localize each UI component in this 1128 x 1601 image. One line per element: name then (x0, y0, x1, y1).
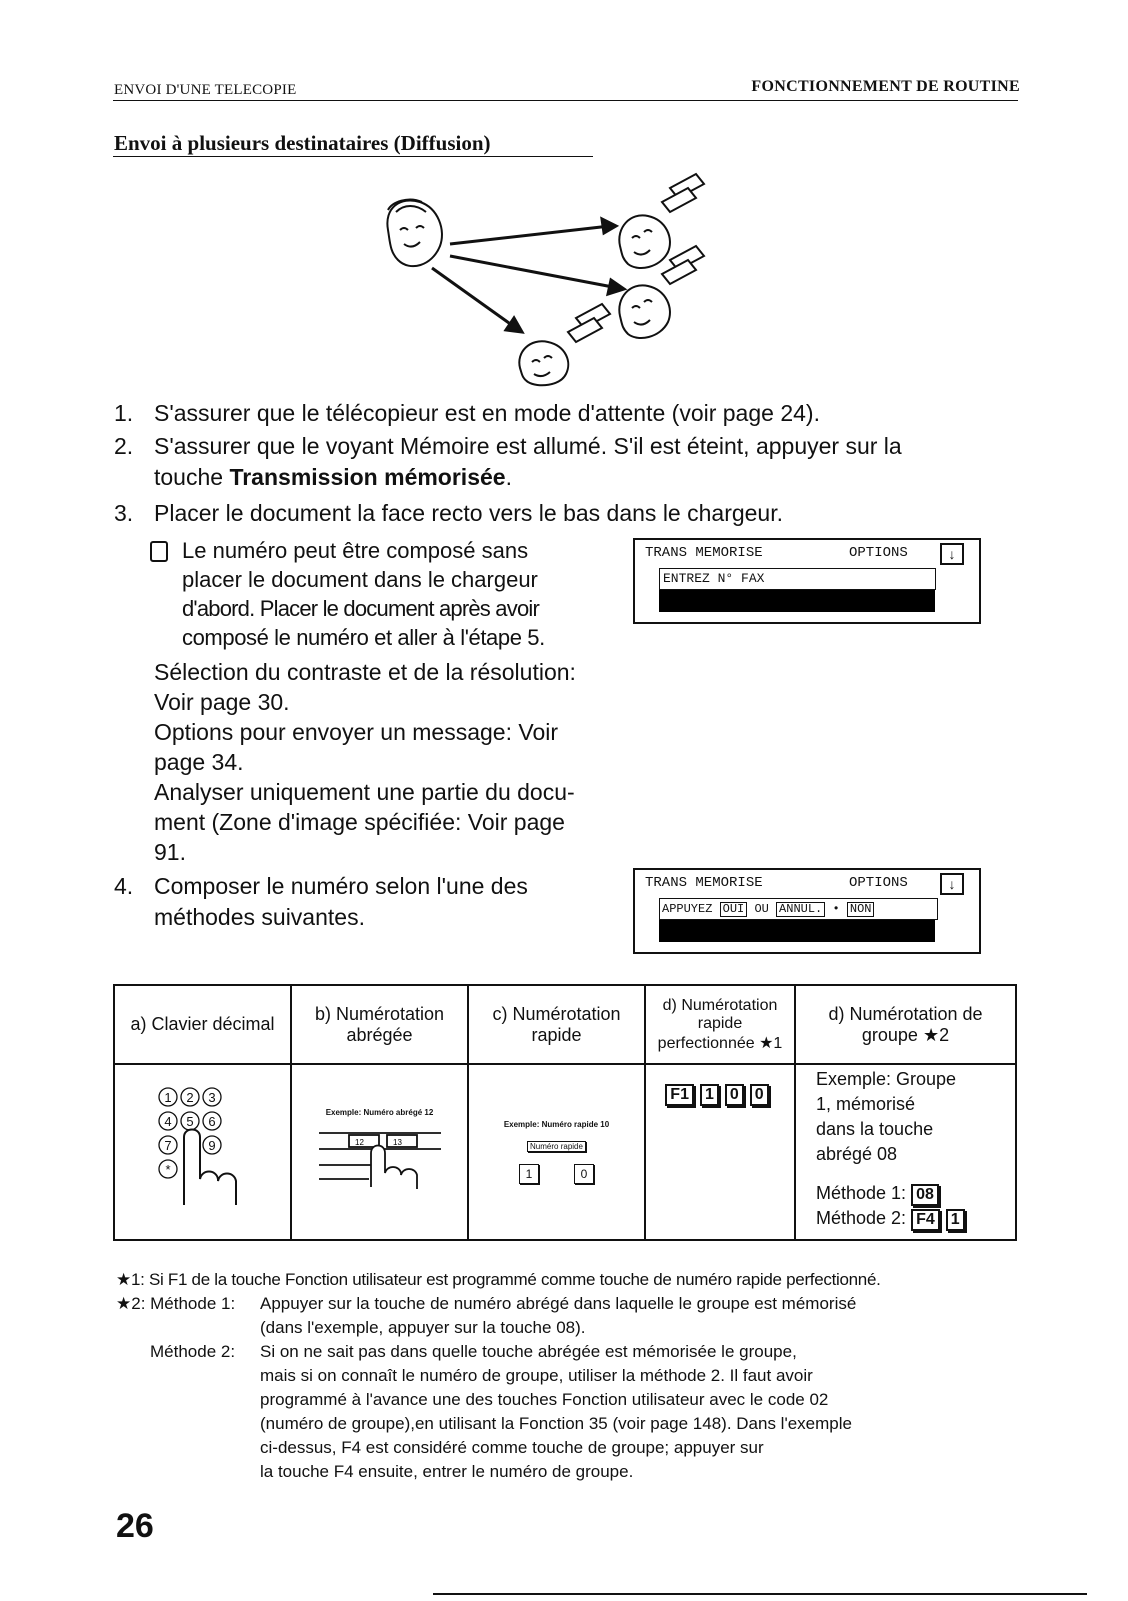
abbreviated-keys-illustration (305, 1121, 455, 1191)
footnote-1: ★1: Si F1 de la touche Fonction utilisateur est programmé comme touche de numéro rapide perfectionné. (116, 1270, 881, 1289)
svg-text:3: 3 (207, 1089, 216, 1105)
arrow-down-icon: ↓ (940, 543, 964, 565)
cell-abbreviated: Exemple: Numéro abrégé 12 12 13 (291, 1064, 468, 1240)
speed-key-1: 1 (519, 1164, 539, 1184)
header-right: FONCTIONNEMENT DE ROUTINE (751, 78, 1020, 95)
digit-key-1: 1 (700, 1084, 719, 1106)
cell-advanced (645, 1064, 795, 1240)
keypad-illustration (138, 1075, 268, 1225)
svg-text:12: 12 (354, 1138, 364, 1147)
header-rule (113, 100, 1018, 101)
header-left: ENVOI D'UNE TELECOPIE (114, 82, 297, 98)
svg-text:7: 7 (163, 1137, 172, 1153)
receiver-fax-icon-3 (519, 304, 610, 385)
svg-text:9: 9 (207, 1137, 216, 1153)
footnote-3-line-a: Si on ne sait pas dans quelle touche abrégée est mémorisée le groupe, (260, 1342, 797, 1361)
sender-fax-icon (387, 200, 442, 267)
footnote-3-line-f: la touche F4 ensuite, entrer le numéro de groupe. (260, 1462, 634, 1481)
extra-info: Sélection du contraste et de la résolution: Voir page 30. Options pour envoyer un message: Voir page 34. Analyser uniquement une partie du docu- ment (Zone d'image spécifiée: Voir page 91. (154, 659, 576, 865)
header-advanced: d) Numérotation rapide perfectionnée ★1 (645, 985, 795, 1064)
lcd-prompt: APPUYEZ OUI OU ANNUL. • NON (659, 898, 938, 920)
digit-key-0b: 0 (750, 1084, 769, 1106)
svg-text:1: 1 (163, 1089, 172, 1105)
footnote-3-line-c: programmé à l'avance une des touches Fonction utilisateur avec le code 02 (260, 1390, 829, 1409)
f4-key: F4 (911, 1209, 940, 1231)
speed-dial-label: Numéro rapide (527, 1141, 586, 1152)
checkbox-icon (150, 541, 168, 562)
page-number: 26 (116, 1507, 154, 1545)
digit-key-0: 0 (725, 1084, 744, 1106)
group-number-key: 1 (946, 1209, 965, 1231)
svg-text:13: 13 (392, 1138, 402, 1147)
lcd-display-2: TRANS MEMORISE OPTIONS ↓ APPUYEZ OUI OU ANNUL. • NON (633, 868, 981, 954)
cell-group: Exemple: Groupe 1, mémorisé dans la touche abrégé 08 Méthode 1: 08 Méthode 2: F4 1 (795, 1064, 1016, 1240)
svg-text:*: * (164, 1161, 171, 1177)
speed-key-2: 0 (574, 1164, 594, 1184)
header-abbreviated: b) Numérotation abrégée (291, 985, 468, 1064)
arrow-down-icon: ↓ (940, 873, 964, 895)
cell-keypad (114, 1064, 291, 1240)
svg-text:5: 5 (185, 1113, 194, 1129)
header-group: d) Numérotation de groupe ★2 (795, 985, 1016, 1064)
footnote-3-line-b: mais si on connaît le numéro de groupe, utiliser la méthode 2. Il faut avoir (260, 1366, 813, 1385)
f1-key: F1 (665, 1084, 694, 1106)
footnote-2-label: ★2: Méthode 1: (116, 1294, 236, 1313)
dialing-methods-table (113, 984, 1017, 1241)
svg-text:6: 6 (207, 1113, 216, 1129)
header-keypad: a) Clavier décimal (114, 985, 291, 1064)
header-speed: c) Numérotation rapide (468, 985, 645, 1064)
group-key-08: 08 (911, 1184, 939, 1206)
page-title: Envoi à plusieurs destinataires (Diffusion) (114, 131, 491, 155)
footnote-3-line-e: ci-dessus, F4 est considéré comme touche de groupe; appuyer sur (260, 1438, 764, 1457)
title-underline (113, 156, 593, 157)
lcd-cursor-bar (659, 590, 935, 612)
footnote-2-line-b: (dans l'exemple, appuyer sur la touche 08). (260, 1318, 586, 1337)
cell-speed: Exemple: Numéro rapide 10 Numéro rapide 1 0 (468, 1064, 645, 1240)
lcd-display-1: TRANS MEMORISE OPTIONS ↓ ENTREZ N° FAX (633, 538, 981, 624)
lcd-cursor-bar (659, 920, 935, 942)
svg-text:4: 4 (163, 1113, 172, 1129)
footnote-3-line-d: (numéro de groupe),en utilisant la Fonction 35 (voir page 148). Dans l'exemple (260, 1414, 852, 1433)
svg-text:2: 2 (185, 1089, 194, 1105)
bottom-rule (433, 1593, 1087, 1595)
footnote-3-label: Méthode 2: (150, 1342, 236, 1361)
footnote-2-line-a: Appuyer sur la touche de numéro abrégé dans laquelle le groupe est mémorisé (260, 1294, 857, 1313)
broadcast-illustration (370, 168, 730, 388)
